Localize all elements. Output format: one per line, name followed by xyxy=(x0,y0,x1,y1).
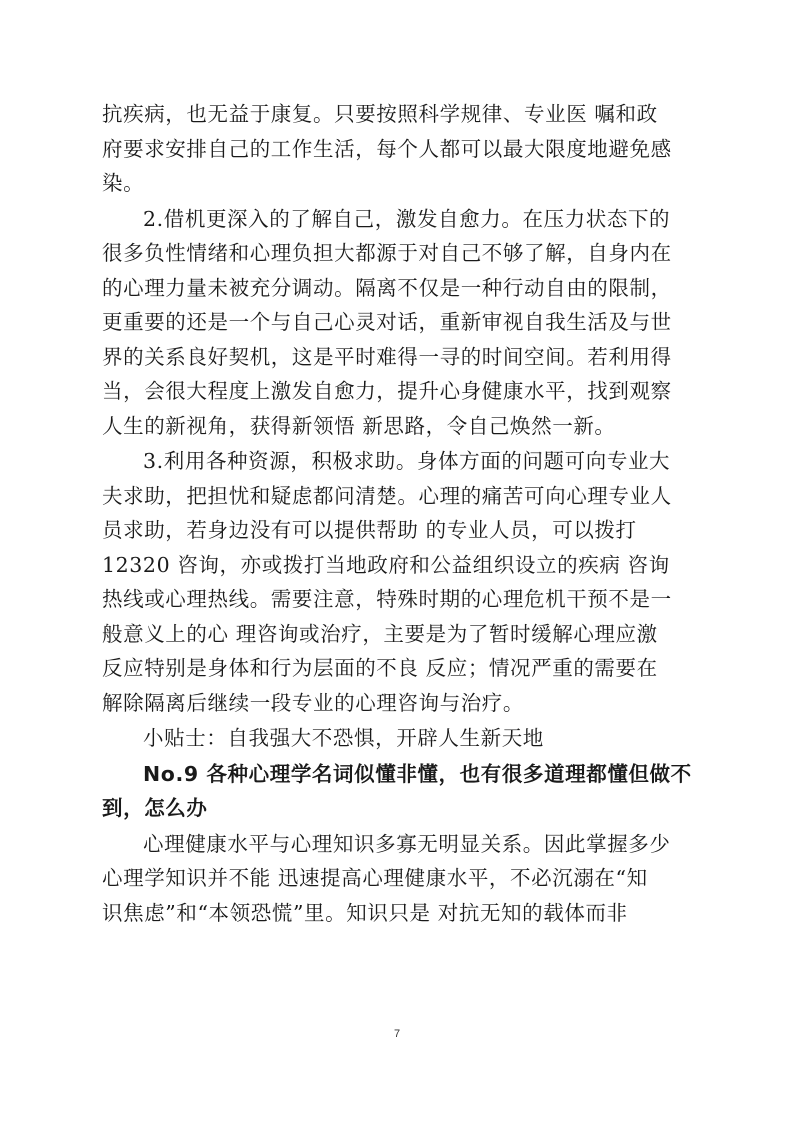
text-line: 界的关系良好契机，这是平时难得一寻的时间空间。若利用得 xyxy=(102,344,672,369)
text-line: 当，会很大程度上激发自愈力，提升心身健康水平，找到观察 xyxy=(102,379,672,403)
text-line: 很多负性情绪和心理负担大都源于对自己不够了解，自身内在 xyxy=(102,241,672,265)
text-line: 热线或心理热线。需要注意，特殊时期的心理危机干预不是一 xyxy=(102,587,672,611)
section-heading xyxy=(102,757,704,826)
tip-text: 小贴士：自我强大不恐惧，开辟人生新天地 xyxy=(143,726,544,750)
text-line: 夫求助，把担忧和疑虑都问清楚。心理的痛苦可向心理专业人 xyxy=(102,483,672,508)
text-line: 3.利用各种资源，积极求助。身体方面的问题可向专业大 xyxy=(143,449,671,473)
document-body xyxy=(102,97,704,930)
text-line: 抗疾病，也无益于康复。只要按照科学规律、专业医 嘱和政 xyxy=(102,102,658,126)
text-line: 心理学知识并不能 迅速提高心理健康水平，不必沉溺在“知 xyxy=(102,866,648,890)
text-line: 染。 xyxy=(102,171,145,195)
text-line: 人生的新视角，获得新领悟 新思路，令自己焕然一新。 xyxy=(102,413,616,438)
paragraph-4 xyxy=(102,827,704,931)
text-line: 反应特别是身体和行为层面的不良 反应；情况严重的需要在 xyxy=(102,656,658,680)
paragraph-1 xyxy=(102,97,704,201)
text-line: 的心理力量未被充分调动。隔离不仅是一种行动自由的限制， xyxy=(102,275,672,300)
text-line: 解除隔离后继续一段专业的心理咨询与治疗。 xyxy=(102,690,524,715)
text-line: 识焦虑”和“本领恐慌”里。知识只是 对抗无知的载体而非 xyxy=(102,900,628,925)
heading-line: No.9 各种心理学名词似懂非懂，也有很多道理都懂但做不 xyxy=(143,761,692,786)
text-line: 更重要的还是一个与自己心灵对话，重新审视自我生活及与世 xyxy=(102,310,672,334)
text-line: 2.借机更深入的了解自己，激发自愈力。在压力状态下的 xyxy=(143,206,671,231)
paragraph-2 xyxy=(102,202,704,444)
heading-line: 到，怎么办 xyxy=(102,796,208,820)
page-number: 7 xyxy=(393,1028,401,1040)
text-line: 府要求安排自己的工作生活，每个人都可以最大限度地避免感 xyxy=(102,136,672,161)
paragraph-3 xyxy=(102,444,704,720)
text-line: 般意义上的心 理咨询或治疗，主要是为了暂时缓解心理应激 xyxy=(102,621,658,646)
text-line: 员求助，若身边没有可以提供帮助 的专业人员，可以拨打 xyxy=(102,518,637,542)
text-line: 心理健康水平与心理知识多寡无明显关系。因此掌握多少 xyxy=(143,831,671,856)
tip-paragraph xyxy=(102,721,704,756)
text-line: 12320 咨询，亦或拨打当地政府和公益组织设立的疾病 咨询 xyxy=(102,552,670,577)
